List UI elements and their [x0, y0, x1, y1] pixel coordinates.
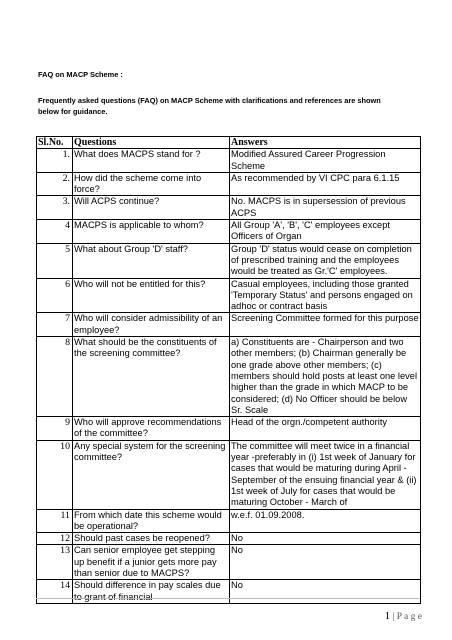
table-row	[37, 243, 421, 278]
question-cell: Should past cases be reopened?	[73, 533, 230, 545]
header-questions: Questions	[73, 137, 230, 149]
row-number: 5	[37, 243, 73, 278]
question-cell: What should be the constituents of the screening committee?	[73, 337, 230, 417]
question-cell: Who will approve recommendations of the committee?	[73, 417, 230, 441]
row-number: 4	[37, 220, 73, 244]
table-row	[37, 509, 421, 533]
table-row	[37, 149, 421, 173]
row-number: 1.	[37, 149, 73, 173]
table-row	[37, 533, 421, 545]
answer-cell: Screening Committee formed for this purpose	[230, 313, 421, 337]
answer-cell: The committee will meet twice in a financial year -preferably in (i) 1st week of January for cases that would be maturing during April - September of the ensuing financial year & (ii) 1st week of July for cases that would be maturing October - March of	[230, 440, 421, 509]
answer-cell: Group 'D' status would cease on completion of prescribed training and the employees would be treated as Gr.'C' employees.	[230, 243, 421, 278]
answer-cell: Head of the orgn./competent authority	[230, 417, 421, 441]
document-title: FAQ on MACP Scheme :	[38, 70, 123, 79]
question-cell: What does MACPS stand for ?	[73, 149, 230, 173]
answer-cell: As recommended by VI CPC para 6.1.15	[230, 172, 421, 196]
row-number: 13	[37, 545, 73, 580]
table-row	[37, 172, 421, 196]
table-row	[37, 313, 421, 337]
table-row	[37, 417, 421, 441]
question-cell: Any special system for the screening committee?	[73, 440, 230, 509]
footer-separator: |	[392, 612, 395, 622]
header-answers: Answers	[230, 137, 421, 149]
question-cell: Can senior employee get stepping up benefit if a junior gets more pay than senior due to MACPS?	[73, 545, 230, 580]
table-header-row	[37, 137, 421, 149]
table-row	[37, 580, 421, 604]
table-row	[37, 220, 421, 244]
row-number: 7	[37, 313, 73, 337]
answer-cell: No	[230, 545, 421, 580]
faq-table	[36, 136, 421, 604]
row-number: 10	[37, 440, 73, 509]
answer-cell: No. MACPS is in supersession of previous ACPS	[230, 196, 421, 220]
answer-cell: All Group 'A', 'B', 'C' employees except Officers of Organ	[230, 220, 421, 244]
page-footer	[385, 610, 422, 622]
question-cell: Will ACPS continue?	[73, 196, 230, 220]
row-number: 3.	[37, 196, 73, 220]
row-number: 14	[37, 580, 73, 604]
table-row	[37, 196, 421, 220]
row-number: 2.	[37, 172, 73, 196]
table-row	[37, 337, 421, 417]
question-cell: Who will consider admissibility of an employee?	[73, 313, 230, 337]
question-cell: How did the scheme come into force?	[73, 172, 230, 196]
question-cell: MACPS is applicable to whom?	[73, 220, 230, 244]
row-number: 8	[37, 337, 73, 417]
page-label: P a g e	[396, 612, 422, 622]
answer-cell: Casual employees, including those granted 'Temporary Status' and persons engaged on adhoc or contract basis	[230, 278, 421, 313]
question-cell: From which date this scheme would be operational?	[73, 509, 230, 533]
answer-cell: No	[230, 580, 421, 604]
answer-cell: w.e.f. 01.09.2008.	[230, 509, 421, 533]
table-row	[37, 278, 421, 313]
answer-cell: No	[230, 533, 421, 545]
answer-cell: Modified Assured Career Progression Scheme	[230, 149, 421, 173]
document-subtitle: Frequently asked questions (FAQ) on MACP Scheme with clarifications and references are shown below for guidance.	[38, 96, 381, 116]
row-number: 11	[37, 509, 73, 533]
row-number: 12	[37, 533, 73, 545]
footer-divider	[36, 598, 420, 599]
row-number: 6	[37, 278, 73, 313]
row-number: 9	[37, 417, 73, 441]
page-number: 1	[384, 610, 391, 622]
table-row	[37, 440, 421, 509]
question-cell: Should difference in pay scales due to grant of financial	[73, 580, 230, 604]
header-slno: Sl.No.	[37, 137, 73, 149]
question-cell: Who will not be entitled for this?	[73, 278, 230, 313]
table-row	[37, 545, 421, 580]
answer-cell: a) Constituents are - Chairperson and two other members; (b) Chairman generally be one grade above other members; (c) members should hold posts at least one level higher than the grade in which MACP to be considered; (d) No Officer should be below Sr. Scale	[230, 337, 421, 417]
question-cell: What about Group 'D' staff?	[73, 243, 230, 278]
